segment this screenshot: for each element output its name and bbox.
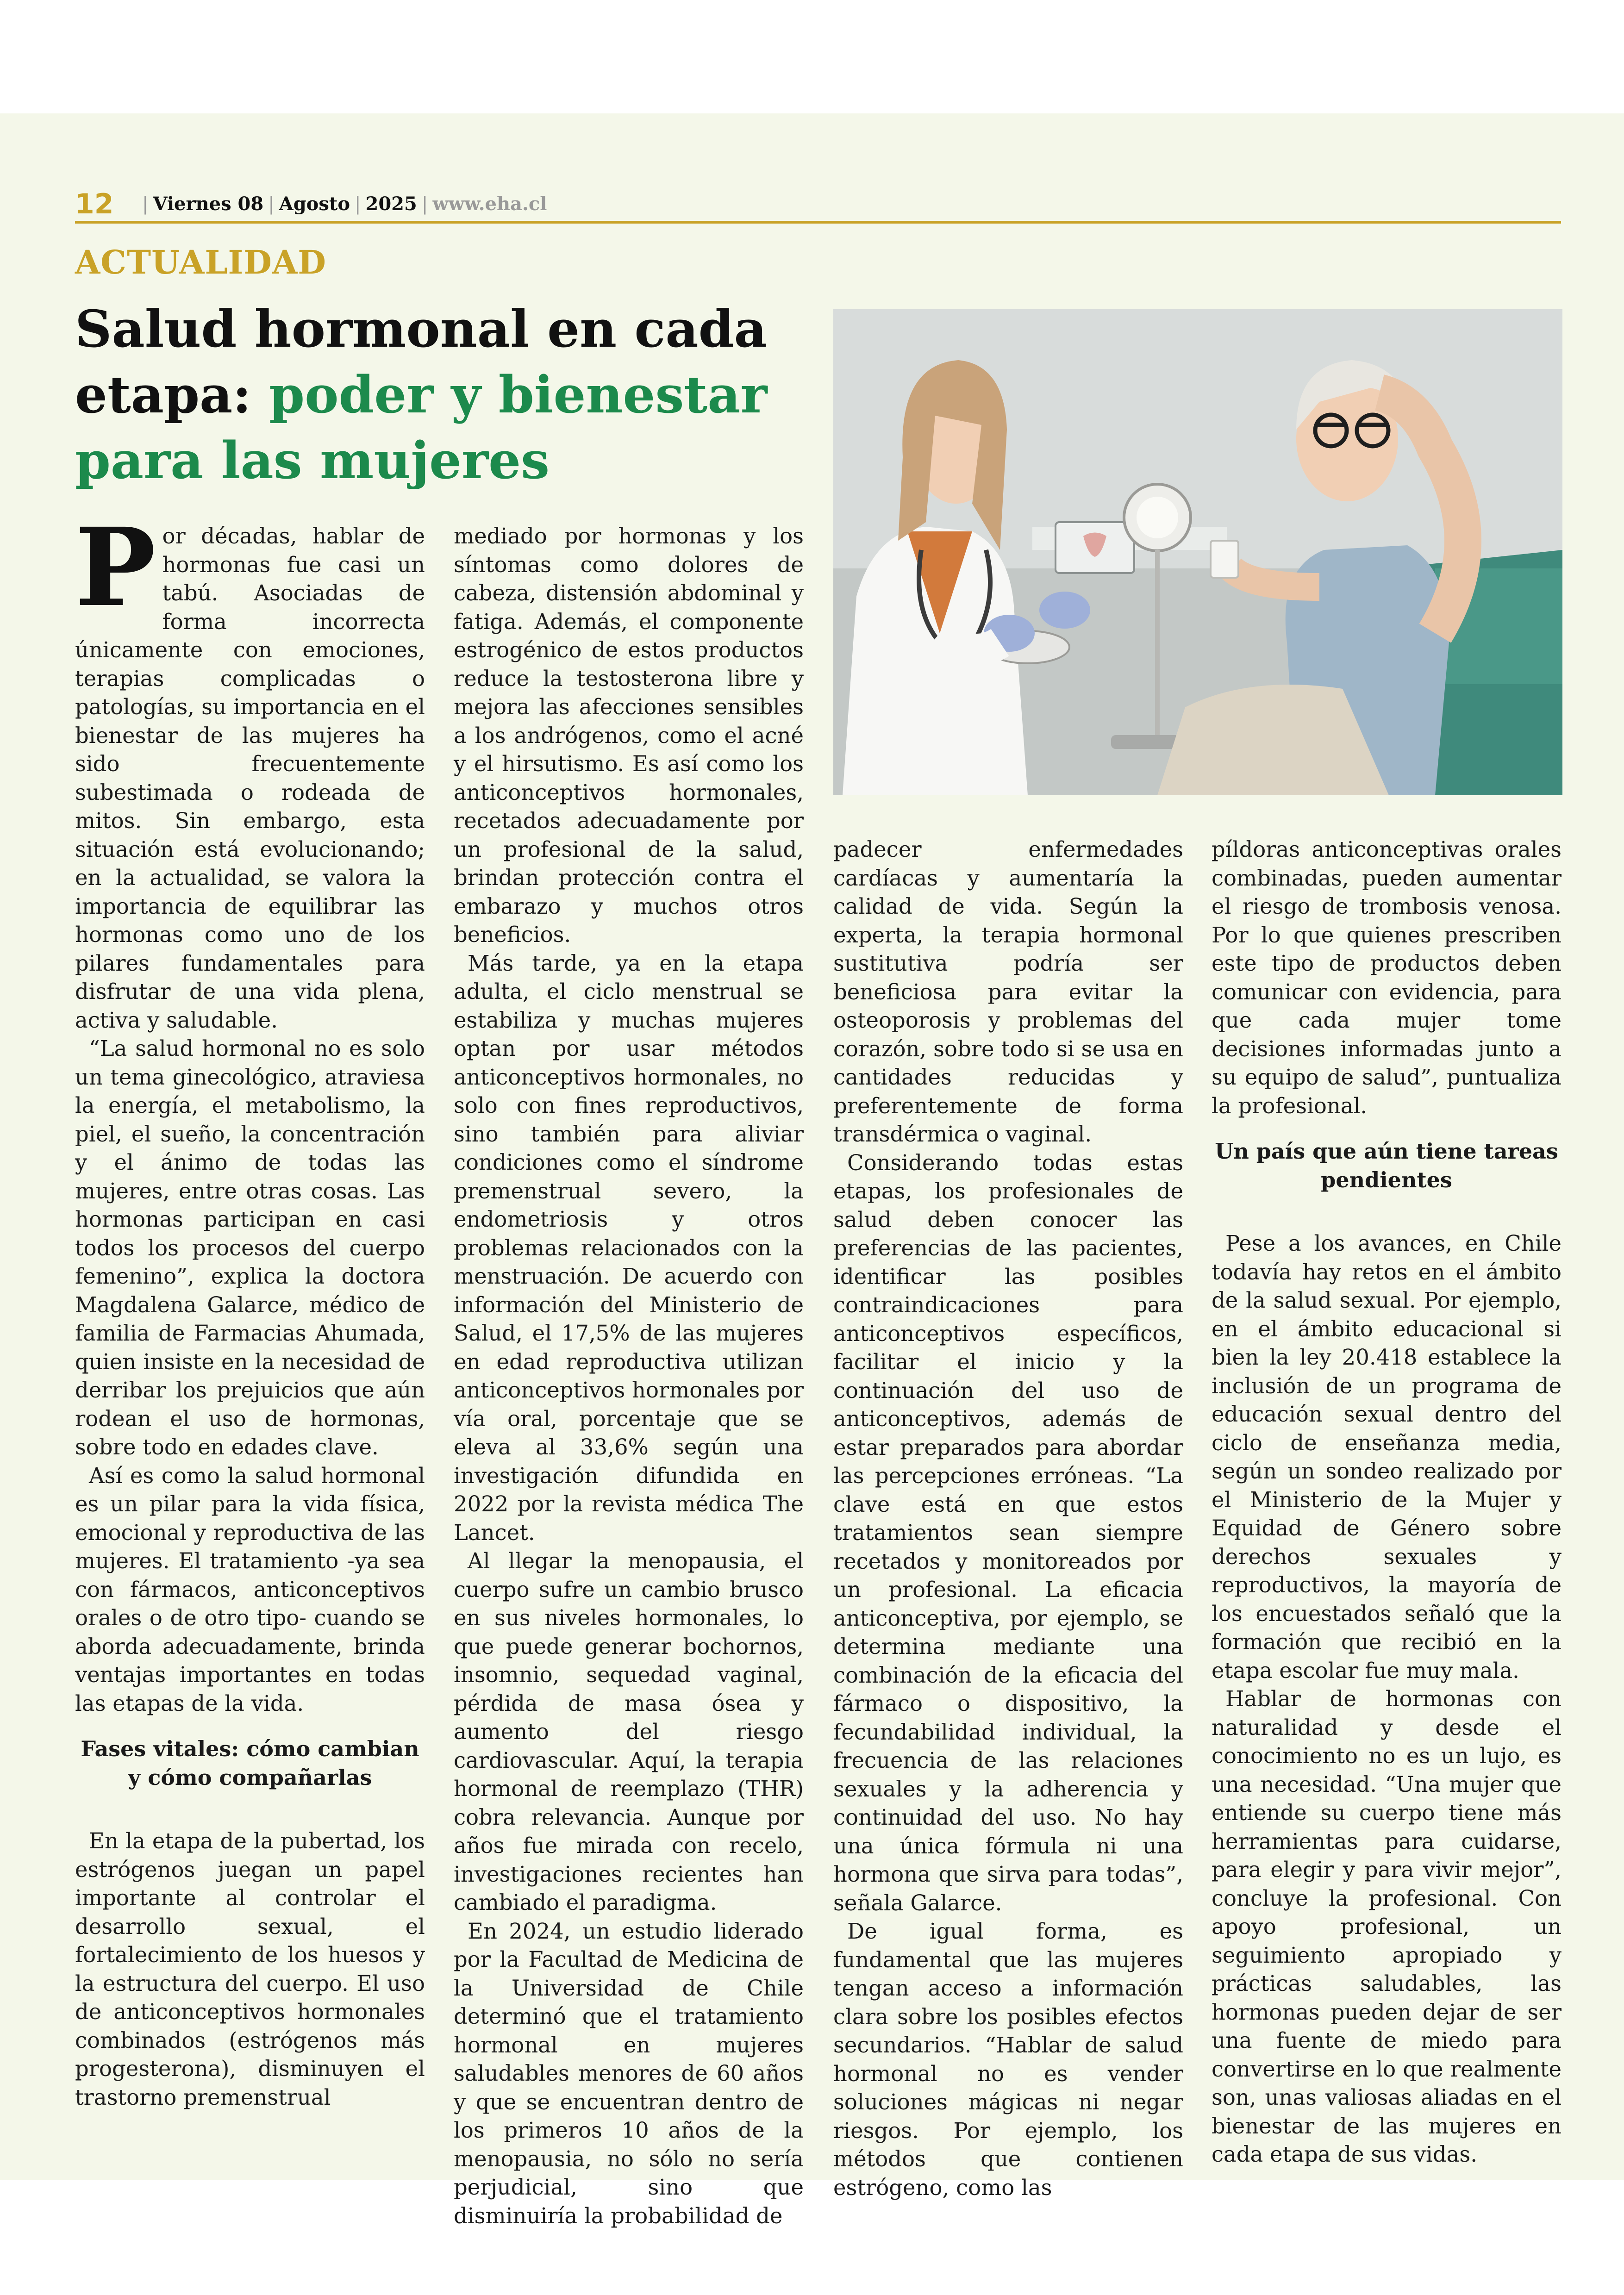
paragraph: Pese a los avances, en Chile todavía hay retos en el ámbito de la salud sexual. Por ejemplo, en el ámbito educacional si bien la ley 20.418 establece la inclusión de un programa de educación sexual dentro del ciclo de enseñanza media, según un sondeo realizado por el Ministerio de la Mujer y Equidad de Género sobre derechos sexuales y reproductivos, la mayoría de los encuestados señaló que la formación que recibió en la etapa escolar fue muy mala. <box>1212 1231 1562 1683</box>
title-part-green: poder y bienestar para las mujeres <box>75 365 768 490</box>
article-column-1 <box>75 504 425 2112</box>
paragraph: Considerando todas estas etapas, los profesionales de salud deben conocer las preferencias de las pacientes, identificar las posibles contraindicaciones para anticonceptivos específicos, facilitar el inicio y la continuación del uso de anticonceptivos, además de estar preparados para abordar las percepciones erróneas. “La clave está en que estos tratamientos sean siempre recetados y monitoreados por un profesional. La eficacia anticonceptiva, por ejemplo, se determina mediante una combinación de la eficacia del fármaco o dispositivo, la fecundabilidad individual, la frecuencia de las relaciones sexuales y la adherencia y continuidad del uso. No hay una única fórmula ni una hormona que sirva para todas”, señala Galarce. <box>833 1150 1183 1915</box>
doctor-patient-illustration <box>833 309 1562 795</box>
drop-cap: P <box>75 504 156 630</box>
paragraph: Más tarde, ya en la etapa adulta, el ciclo menstrual se estabiliza y muchas mujeres optan por usar métodos anticonceptivos hormonales, no solo con fines reproductivos, sino también para aliviar condiciones como el síndrome premenstrual severo, la endometriosis y otros problemas relacionados con la menstruación. De acuerdo con información del Ministerio de Salud, el 17,5% de las mujeres en edad reproductiva utilizan anticonceptivos hormonales por vía oral, porcentaje que se eleva al 33,6% según una investigación difundida en 2022 por la revista médica The Lancet. <box>454 950 804 1545</box>
issue-day: Viernes 08 <box>153 193 264 215</box>
page-header <box>75 187 1561 224</box>
paragraph: padecer enfermedades cardíacas y aumentaría la calidad de vida. Según la experta, la terapia hormonal sustitutiva podría ser beneficiosa para evitar la osteoporosis y problemas del corazón, sobre todo si se usa en cantidades reducidas y preferentemente de forma transdérmica o vaginal. <box>833 837 1183 1147</box>
paragraph: Al llegar la menopausia, el cuerpo sufre un cambio brusco en sus niveles hormonales, lo que puede generar bochornos, insomnio, sequedad vaginal, pérdida de masa ósea y aumento del riesgo cardiovascular. Aquí, la terapia hormonal de reemplazo (THR) cobra relevancia. Aunque por años fue mirada con recelo, investigaciones recientes han cambiado el paradigma. <box>454 1548 804 1915</box>
subheading: Un país que aún tiene tareas pendientes <box>1215 1139 1558 1192</box>
issue-month: Agosto <box>279 193 350 215</box>
article-column-3 <box>833 836 1183 2202</box>
paragraph: En la etapa de la pubertad, los estrógenos juegan un papel importante al controlar el desarrollo sexual, el fortalecimiento de los huesos y la estructura del cuerpo. El uso de anticonceptivos hormonales combinados (estrógenos más progesterona), disminuyen el trastorno premenstrual <box>75 1828 425 2110</box>
paragraph: De igual forma, es fundamental que las mujeres tengan acceso a información clara sobre los posibles efectos secundarios. “Hablar de salud hormonal no es vender soluciones mágicas ni negar riesgos. Por ejemplo, los métodos que contienen estrógeno, como las <box>833 1919 1183 2200</box>
paragraph: “La salud hormonal no es solo un tema ginecológico, atraviesa la energía, el metabolismo, la piel, el sueño, la concentración y el ánimo de todas las mujeres, entre otras cosas. Las hormonas participan en casi todos los procesos del cuerpo femenino”, explica la doctora Magdalena Galarce, médico de familia de Farmacias Ahumada, quien insiste en la necesidad de derribar los prejuicios que aún rodean el uso de hormonas, sobre todo en edades clave. <box>75 1036 425 1459</box>
paragraph: En 2024, un estudio liderado por la Facultad de Medicina de la Universidad de Chile determinó que el tratamiento hormonal en mujeres saludables menores de 60 años y que se encuentran dentro de los primeros 10 años de la menopausia, no sólo no sería perjudicial, sino que disminuiría la probabilidad de <box>454 1918 804 2228</box>
subheading: Fases vitales: cómo cambian y cómo compañarlas <box>81 1736 419 1790</box>
title-part-black: Salud hormonal en cada etapa: <box>75 299 767 424</box>
article-title <box>75 296 816 493</box>
paragraph-text: or décadas, hablar de hormonas fue casi un tabú. Asociadas de forma incorrecta únicamente con emociones, terapias complicadas o patologías, su importancia en el bienestar de las mujeres ha sido frecuentemente subestimada o rodeada de mitos. Sin embargo, esta situación está evolucionando; en la actualidad, se valora la importancia de equilibrar las hormonas como uno de los pilares fundamentales para disfrutar de una vida plena, activa y saludable. <box>75 524 425 1033</box>
article-column-2 <box>454 522 804 2230</box>
issue-year: 2025 <box>365 193 417 215</box>
paragraph <box>75 504 425 1035</box>
page-number: 12 <box>75 188 114 220</box>
paragraph: Así es como la salud hormonal es un pilar para la vida física, emocional y reproductiva de las mujeres. El tratamiento -ya sea con fármacos, anticonceptivos orales o de otro tipo- cuando se aborda adecuadamente, brinda ventajas importantes en todas las etapas de la vida. <box>75 1463 425 1716</box>
article-column-4 <box>1212 836 1562 2169</box>
article-photo <box>833 309 1562 795</box>
website-link[interactable]: www.eha.cl <box>432 193 547 215</box>
issue-date-line: | Viernes 08 | Agosto | 2025 | www.eha.cl <box>142 193 547 215</box>
paragraph: píldoras anticonceptivas orales combinadas, pueden aumentar el riesgo de trombosis venosa. Por lo que quienes prescriben este tipo de productos deben comunicar con evidencia, para que cada mujer tome decisiones informadas junto a su equipo de salud”, puntualiza la profesional. <box>1212 837 1562 1118</box>
paragraph: mediado por hormonas y los síntomas como dolores de cabeza, distensión abdominal y fatiga. Además, el componente estrogénico de estos productos reduce la testosterona libre y mejora las afecciones sensibles a los andrógenos, como el acné y el hirsutismo. Es así como los anticonceptivos hormonales, recetados adecuadamente por un profesional de la salud, brindan protección contra el embarazo y muchos otros beneficios. <box>454 524 804 947</box>
paragraph: Hablar de hormonas con naturalidad y desde el conocimiento no es un lujo, es una necesidad. “Una mujer que entiende su cuerpo tiene más herramientas para cuidarse, para elegir y para vivir mejor”, concluye la profesional. Con apoyo profesional, un seguimiento apropiado y prácticas saludables, las hormonas pueden dejar de ser una fuente de miedo para convertirse en lo que realmente son, unas valiosas aliadas en el bienestar de las mujeres en cada etapa de sus vidas. <box>1212 1686 1562 2167</box>
section-label: ACTUALIDAD <box>75 243 326 281</box>
